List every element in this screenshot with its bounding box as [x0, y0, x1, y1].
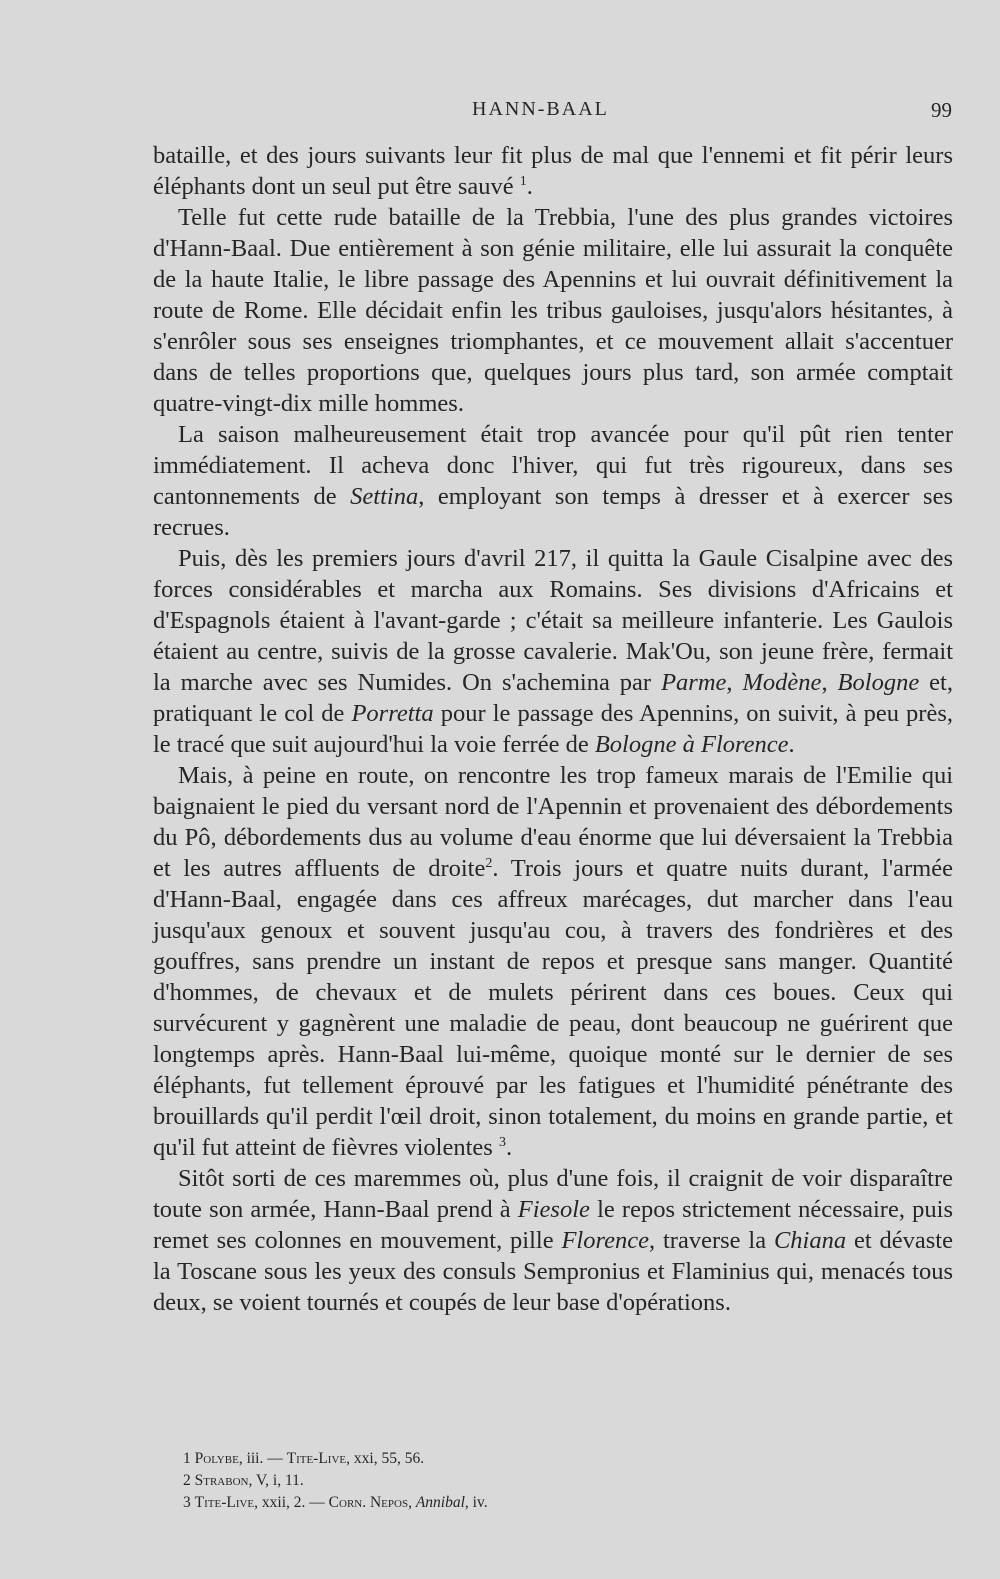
italic-text: Bologne à Florence — [594, 731, 789, 758]
text-run: Mais, à peine en route, on rencontre les trop fameux marais de l'Emilie qui baignaient le pied du versant nord de l'Apennin et provenaient des débordements du Pô, débordements dus au volume d'eau énorme que lui déversaient la Trebbia et les autres affluents de droite — [153, 762, 953, 882]
text-run: , V, i, 11. — [248, 1472, 304, 1489]
paragraph — [153, 1163, 953, 1318]
italic-text: Bologne — [837, 669, 920, 696]
text-run: . — [505, 1134, 513, 1161]
text-run: 1 — [183, 1450, 195, 1467]
text-run: 2 — [183, 1472, 195, 1489]
footnote — [183, 1470, 883, 1492]
italic-text: Porretta — [351, 700, 434, 727]
text-run: Tite-Live — [286, 1450, 347, 1467]
text-run: pour le passage des Apennins, on suivit, à peu près, le tracé que suit aujourd'hui la voie ferrée de — [153, 700, 953, 758]
footnote-ref: 3 — [498, 1134, 506, 1150]
text-run: bataille, et des jours suivants leur fit plus de mal que l'ennemi et fit périr leurs éléphants dont un seul put être sauvé — [153, 142, 953, 200]
text-run: . — [788, 731, 795, 758]
text-run: , xxi, 55, 56. — [346, 1450, 425, 1467]
paragraph — [153, 202, 953, 419]
text-run: . — [526, 173, 533, 200]
text-run: Corn. Nepos — [328, 1494, 409, 1511]
body-text — [153, 140, 953, 1318]
text-run: et dévaste la Toscane sous les yeux des consuls Sempronius et Flaminius qui, menacés tous deux, se voient tournés et coupés de leur base d'opérations. — [153, 1227, 953, 1316]
italic-text: Chiana — [773, 1227, 847, 1254]
text-run: , iv. — [464, 1494, 488, 1511]
text-run: Strabon — [194, 1472, 249, 1489]
paragraph — [153, 419, 953, 543]
footnote-ref: 2 — [485, 855, 493, 871]
italic-text: Modène — [742, 669, 822, 696]
italic-text: Settina — [350, 483, 419, 510]
text-run: . Trois jours et quatre nuits durant, l'armée d'Hann-Baal, engagée dans ces affreux marécages, dut marcher dans l'eau jusqu'aux genoux et souvent jusqu'au cou, à travers des fondrières et des gouffres, sans prendre un instant de repos et presque sans manger. Quantité d'hommes, de chevaux et de mulets périrent dans ces boues. Ceux qui survécurent y gagnèrent une maladie de peau, dont beaucoup ne guérirent que longtemps après. Hann-Baal lui-même, quoique monté sur le dernier de ses éléphants, fut tellement éprouvé par les fatigues et l'humidité pénétrante des brouillards qu'il perdit l'œil droit, sinon totalement, du moins en grande partie, et qu'il fut atteint de fièvres violentes — [153, 855, 953, 1161]
text-run: le repos strictement nécessaire, puis remet ses colonnes en mouvement, pille — [153, 1196, 953, 1254]
page-header — [150, 98, 952, 128]
text-run: Telle fut cette rude bataille de la Trebbia, l'une des plus grandes victoires d'Hann-Baal. Due entièrement à son génie militaire, elle lui assurait la conquête de la haute Italie, le libre passage des Apennins et lui ouvrait définitivement la route de Rome. Elle décidait enfin les tribus gauloises, jusqu'alors hésitantes, à s'enrôler sous ses enseignes triomphantes, et ce mouvement allait s'accentuer dans de telles proportions que, quelques jours plus tard, son armée comptait quatre-vingt-dix mille hommes. — [153, 204, 953, 417]
text-run: et, pratiquant le col de — [153, 669, 953, 727]
text-run: , employant son temps à dresser et à exercer ses recrues. — [153, 483, 953, 541]
italic-text: Fiesole — [517, 1196, 590, 1223]
footnotes — [183, 1448, 883, 1514]
italic-text: Parme — [661, 669, 727, 696]
page-number: 99 — [931, 98, 952, 122]
text-run: 3 — [183, 1494, 195, 1511]
paragraph — [153, 140, 953, 202]
footnote — [183, 1448, 883, 1470]
text-run: Puis, dès les premiers jours d'avril 217, il quitta la Gaule Cisalpine avec des forces considérables et marcha aux Romains. Ses divisions d'Africains et d'Espagnols étaient à l'avant-garde ; c'était sa meilleure infanterie. Les Gaulois étaient au centre, suivis de la grosse cavalerie. Mak'Ou, son jeune frère, fermait la marche avec ses Numides. On s'achemina par — [153, 545, 953, 696]
text-run: , traverse la — [649, 1227, 774, 1254]
italic-text: Annibal — [415, 1494, 465, 1511]
text-run: Polybe — [194, 1450, 239, 1467]
paragraph — [153, 543, 953, 760]
text-run: La saison malheureusement était trop avancée pour qu'il pût rien tenter immédiatement. Il acheva donc l'hiver, qui fut très rigoureux, dans ses cantonnements de — [153, 421, 953, 510]
paragraph — [153, 760, 953, 1163]
text-run: , — [821, 669, 838, 696]
text-run: Tite-Live — [194, 1494, 255, 1511]
text-run: , — [726, 669, 743, 696]
footnote-ref: 1 — [519, 173, 527, 189]
text-run: Sitôt sorti de ces maremmes où, plus d'une fois, il craignit de voir disparaître toute son armée, Hann-Baal prend à — [153, 1165, 953, 1223]
italic-text: Florence — [561, 1227, 649, 1254]
text-run: , xxii, 2. — — [254, 1494, 329, 1511]
text-run: , iii. — — [238, 1450, 287, 1467]
text-run: , — [408, 1494, 416, 1511]
footnote — [183, 1492, 883, 1514]
running-title: HANN-BAAL — [472, 98, 609, 120]
